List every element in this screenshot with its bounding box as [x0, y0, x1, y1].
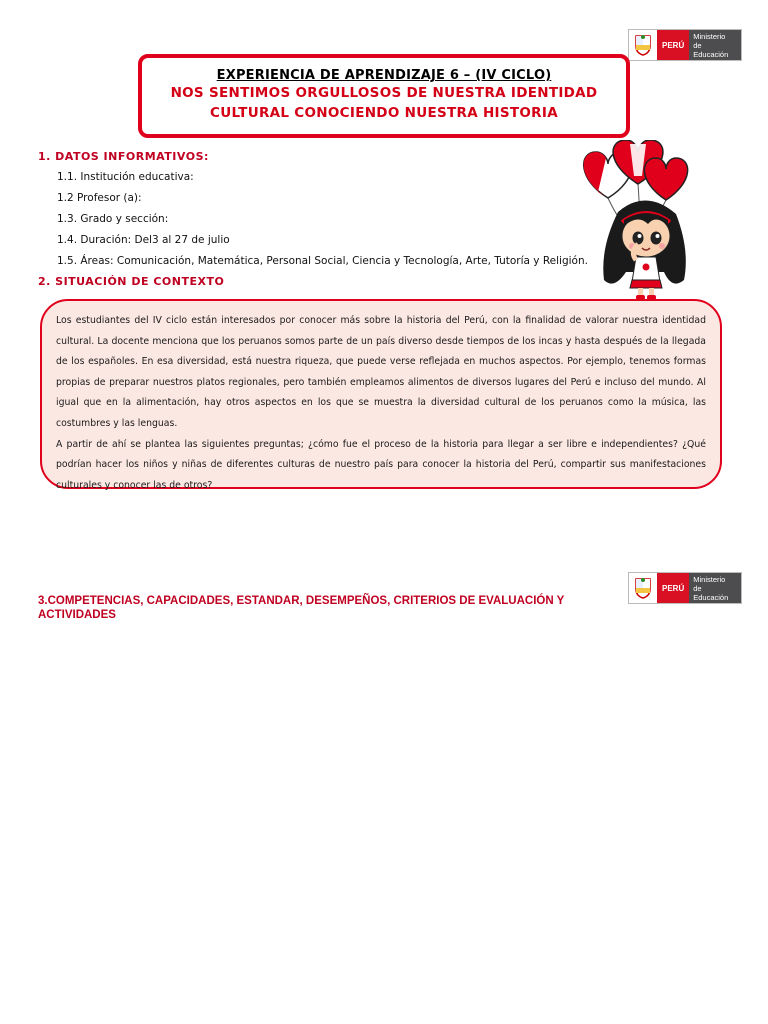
title-line-1: EXPERIENCIA DE APRENDIZAJE 6 – (IV CICLO): [216, 68, 552, 83]
logo-country: PERÚ: [657, 573, 689, 603]
section-2-heading: 2. SITUACIÓN DE CONTEXTO: [38, 275, 225, 288]
title-line-3: CULTURAL CONOCIENDO NUESTRA HISTORIA: [210, 105, 558, 121]
logo-ministry: Ministerio de Educación: [689, 30, 741, 60]
ministry-logo: [628, 29, 742, 61]
info-item: 1.4. Duración: Del3 al 27 de julio: [57, 234, 230, 246]
section-3-heading: 3.COMPETENCIAS, CAPACIDADES, ESTANDAR, DESEMPEÑOS, CRITERIOS DE EVALUACIÓN Y ACTIVIDADES: [38, 595, 565, 621]
info-item: 1.2 Profesor (a):: [57, 192, 142, 204]
ministry-logo: [628, 572, 742, 604]
context-paragraph-1: Los estudiantes del IV ciclo están interesados por conocer más sobre la historia del Perú, con la finalidad de valorar nuestra identidad cultural. La docente menciona que los peruanos somos parte de un país diverso desde tiempos de los incas y hasta después de la llegada de los españoles. En esa diversidad, está nuestra riqueza, que puede verse reflejada en muchos aspectos. Por ejemplo, tenemos formas propias de preparar nuestros platos regionales, pero también empleamos alimentos de diversos lugares del Perú e incluso del mundo. Al igual que en la alimentación, hay otros aspectos en los que se muestra la diversidad cultural de los peruanos como la música, las costumbres y las lenguas.: [56, 315, 706, 429]
title-box: [138, 54, 630, 138]
context-paragraph-2: A partir de ahí se plantea las siguientes preguntas; ¿cómo fue el proceso de la historia para llegar a ser libre e independientes? ¿Qué podrían hacer los niños y niñas de diferentes culturas de nuestro país para conocer la historia del Perú, compartir sus manifestaciones culturales y conocer las de otros?: [56, 438, 706, 491]
logo-country: PERÚ: [657, 30, 689, 60]
context-box: [40, 299, 722, 489]
info-item: 1.3. Grado y sección:: [57, 213, 169, 225]
girl-with-balloons-illustration: [568, 140, 698, 302]
peru-crest-icon: [629, 573, 657, 603]
title-line-2: NOS SENTIMOS ORGULLOSOS DE NUESTRA IDENTIDAD: [170, 85, 598, 101]
logo-ministry: Ministerio de Educación: [689, 573, 741, 603]
info-item: 1.1. Institución educativa:: [57, 171, 194, 183]
section-1-heading: 1. DATOS INFORMATIVOS:: [38, 150, 209, 163]
info-item: 1.5. Áreas: Comunicación, Matemática, Personal Social, Ciencia y Tecnología, Arte, Tutoría y Religión.: [57, 255, 588, 267]
peru-crest-icon: [629, 30, 657, 60]
